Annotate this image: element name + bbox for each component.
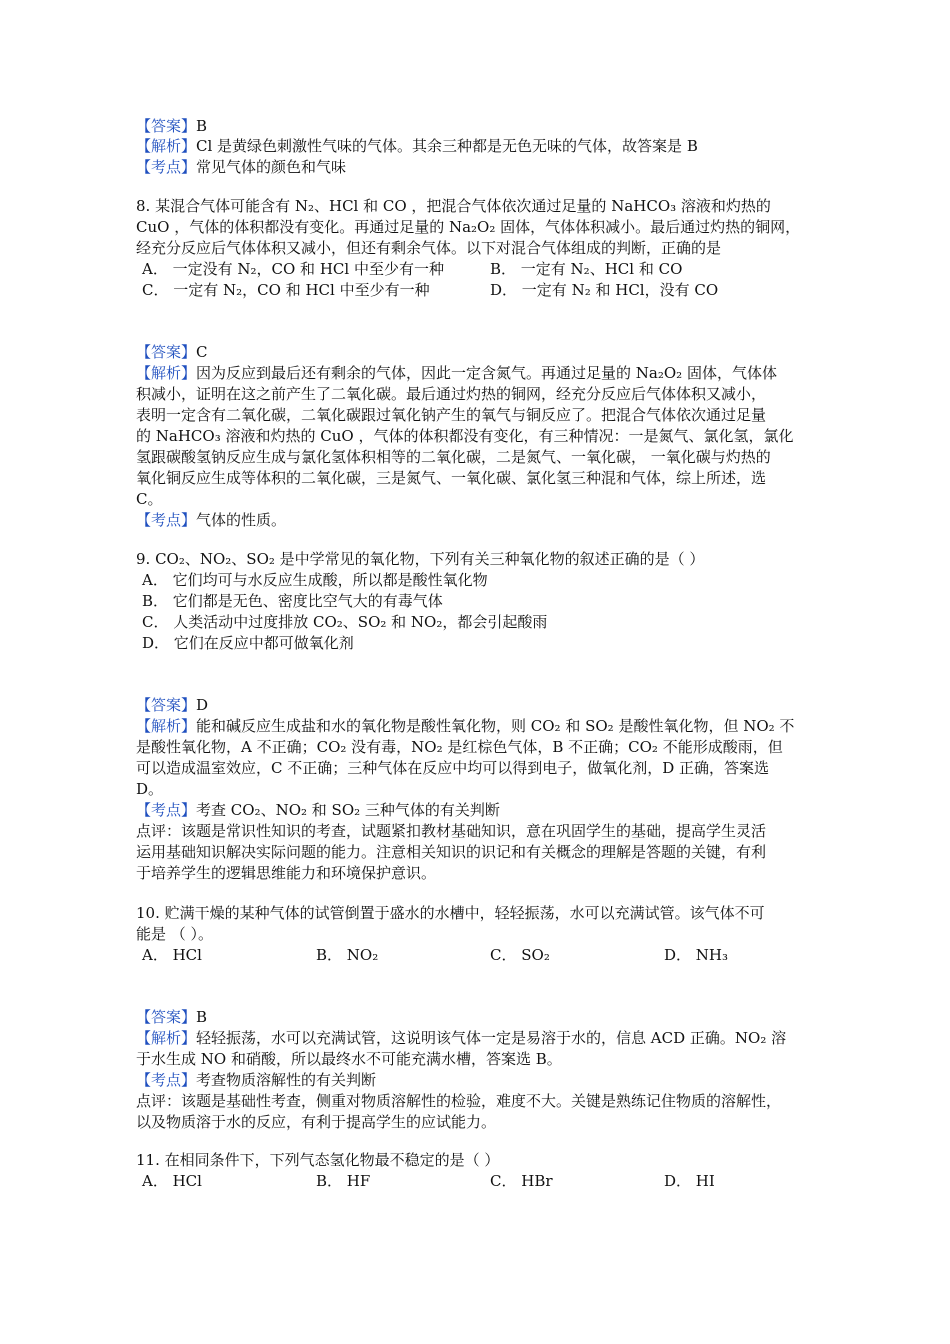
q10-point-line bbox=[136, 1070, 376, 1090]
q9-option-b: B． 它们都是无色、密度比空气大的有毒气体 bbox=[142, 592, 443, 610]
q9-point-line bbox=[136, 800, 500, 820]
q9-option-d: D． 它们在反应中都可做氧化剂 bbox=[142, 634, 354, 652]
q8-answer: C bbox=[196, 343, 208, 361]
q8-analysis-line: 的 NaHCO₃ 溶液和灼热的 CuO ，气体的体积都没有变化，有三种情况：一是氮气、氯化氢，氯化 bbox=[136, 427, 794, 445]
q8-analysis-line: C。 bbox=[136, 490, 163, 508]
q8-analysis-line: 表明一定含有二氧化碳，二氧化碳跟过氧化钠产生的氧气与铜反应了。把混合气体依次通过足量 bbox=[136, 406, 767, 424]
point-label: 【考点】 bbox=[136, 801, 197, 819]
q8-point-line bbox=[136, 510, 286, 530]
q10-analysis-line: 于水生成 NO 和硝酸，所以最终水不可能充满水槽，答案选 B。 bbox=[136, 1050, 562, 1068]
q9-analysis-line: 是酸性氧化物，A 不正确；CO₂ 没有毒，NO₂ 是红棕色气体，B 不正确；CO₂ 不能形成酸雨，但 bbox=[136, 738, 783, 756]
q9-stem-line: 9. CO₂、NO₂、SO₂ 是中学常见的氧化物，下列有关三种氧化物的叙述正确的是（ ） bbox=[136, 550, 705, 568]
q11-option-d: D． HI bbox=[664, 1172, 715, 1190]
q8-option-d: D． 一定有 N₂ 和 HCl，没有 CO bbox=[490, 281, 719, 299]
q8-option-b: B． 一定有 N₂、HCl 和 CO bbox=[490, 260, 683, 278]
q9-answer-line bbox=[136, 695, 208, 715]
q8-option-c: C． 一定有 N₂，CO 和 HCl 中至少有一种 bbox=[142, 281, 430, 299]
q7-analysis-line bbox=[136, 136, 698, 156]
q11-option-a: A． HCl bbox=[142, 1172, 202, 1190]
q9-analysis-line bbox=[136, 716, 794, 736]
q8-stem-line: 8. 某混合气体可能含有 N₂、HCl 和 CO ，把混合气体依次通过足量的 NaHCO₃ 溶液和灼热的 bbox=[136, 197, 771, 215]
q8-analysis-line: 氢跟碳酸氢钠反应生成与氯化氢体积相等的二氧化碳，二是氮气、一氧化碳， 一氧化碳与灼热的 bbox=[136, 448, 771, 466]
q9-comment-line: 运用基础知识解决实际问题的能力。注意相关知识的识记和有关概念的理解是答题的关键，有利 bbox=[136, 843, 767, 861]
q8-stem-line: CuO ，气体的体积都没有变化。再通过足量的 Na₂O₂ 固体，气体体积减小。最后通过灼热的铜网， bbox=[136, 218, 801, 236]
q9-point: 考查 CO₂、NO₂ 和 SO₂ 三种气体的有关判断 bbox=[196, 801, 500, 819]
analysis-label: 【解析】 bbox=[136, 364, 197, 382]
q9-comment-line: 点评：该题是常识性知识的考查，试题紧扣教材基础知识，意在巩固学生的基础，提高学生灵活 bbox=[136, 822, 767, 840]
q7-point-line bbox=[136, 157, 346, 177]
q10-point: 考查物质溶解性的有关判断 bbox=[196, 1071, 377, 1089]
q7-analysis: Cl 是黄绿色刺激性气味的气体。其余三种都是无色无味的气体，故答案是 B bbox=[196, 137, 698, 155]
q10-analysis-text: 轻轻振荡，水可以充满试管，这说明该气体一定是易溶于水的，信息 ACD 正确。NO₂ 溶 bbox=[196, 1029, 787, 1047]
answer-label: 【答案】 bbox=[136, 1008, 197, 1026]
q10-option-d: D． NH₃ bbox=[664, 946, 729, 964]
q10-stem-line: 能是 （ ）。 bbox=[136, 925, 214, 943]
q9-analysis-text: 能和碱反应生成盐和水的氧化物是酸性氧化物，则 CO₂ 和 SO₂ 是酸性氧化物，但 NO₂ 不 bbox=[196, 717, 795, 735]
point-label: 【考点】 bbox=[136, 1071, 197, 1089]
q10-answer: B bbox=[196, 1008, 208, 1026]
q9-analysis-line: 可以造成温室效应，C 不正确；三种气体在反应中均可以得到电子，做氧化剂，D 正确，答案选 bbox=[136, 759, 770, 777]
q9-comment-line: 于培养学生的逻辑思维能力和环境保护意识。 bbox=[136, 864, 437, 882]
q9-option-c: C． 人类活动中过度排放 CO₂、SO₂ 和 NO₂，都会引起酸雨 bbox=[142, 613, 548, 631]
q8-analysis-text: 因为反应到最后还有剩余的气体，因此一定含氮气。再通过足量的 Na₂O₂ 固体，气体体 bbox=[196, 364, 777, 382]
q10-stem-line: 10. 贮满干燥的某种气体的试管倒置于盛水的水槽中，轻轻振荡，水可以充满试管。该气体不可 bbox=[136, 904, 765, 922]
q11-option-b: B． HF bbox=[316, 1172, 371, 1190]
point-label: 【考点】 bbox=[136, 511, 197, 529]
point-label: 【考点】 bbox=[136, 158, 197, 176]
q10-analysis-line bbox=[136, 1028, 786, 1048]
q10-option-b: B． NO₂ bbox=[316, 946, 379, 964]
answer-label: 【答案】 bbox=[136, 117, 197, 135]
q8-answer-line bbox=[136, 342, 208, 362]
q9-answer: D bbox=[196, 696, 209, 714]
q9-option-a: A． 它们均可与水反应生成酸，所以都是酸性氧化物 bbox=[142, 571, 488, 589]
answer-label: 【答案】 bbox=[136, 343, 197, 361]
q11-option-c: C． HBr bbox=[490, 1172, 553, 1190]
q11-stem-line: 11. 在相同条件下，下列气态氢化物最不稳定的是（ ） bbox=[136, 1151, 500, 1169]
q10-option-a: A． HCl bbox=[142, 946, 202, 964]
answer-label: 【答案】 bbox=[136, 696, 197, 714]
q8-option-a: A． 一定没有 N₂，CO 和 HCl 中至少有一种 bbox=[142, 260, 444, 278]
q7-answer-line bbox=[136, 116, 207, 136]
q8-point: 气体的性质。 bbox=[196, 511, 287, 529]
q7-answer: B bbox=[196, 117, 208, 135]
q8-stem-line: 经充分反应后气体体积又减小，但还有剩余气体。以下对混合气体组成的判断，正确的是 bbox=[136, 239, 722, 257]
q10-option-c: C． SO₂ bbox=[490, 946, 550, 964]
q9-analysis-line: D。 bbox=[136, 780, 164, 798]
q10-comment-line: 以及物质溶于水的反应，有利于提高学生的应试能力。 bbox=[136, 1113, 497, 1131]
q8-analysis-line: 氧化铜反应生成等体积的二氧化碳，三是氮气、一氧化碳、氯化氢三种混和气体，综上所述，选 bbox=[136, 469, 767, 487]
q8-analysis-line: 积减小，证明在这之前产生了二氧化碳。最后通过灼热的铜网，经充分反应后气体体积又减小， bbox=[136, 385, 767, 403]
q10-comment-line: 点评：该题是基础性考查，侧重对物质溶解性的检验，难度不大。关键是熟练记住物质的溶解性， bbox=[136, 1092, 782, 1110]
analysis-label: 【解析】 bbox=[136, 1029, 197, 1047]
q8-analysis-line bbox=[136, 363, 777, 383]
analysis-label: 【解析】 bbox=[136, 137, 197, 155]
q10-answer-line bbox=[136, 1007, 207, 1027]
q7-point: 常见气体的颜色和气味 bbox=[196, 158, 347, 176]
analysis-label: 【解析】 bbox=[136, 717, 197, 735]
